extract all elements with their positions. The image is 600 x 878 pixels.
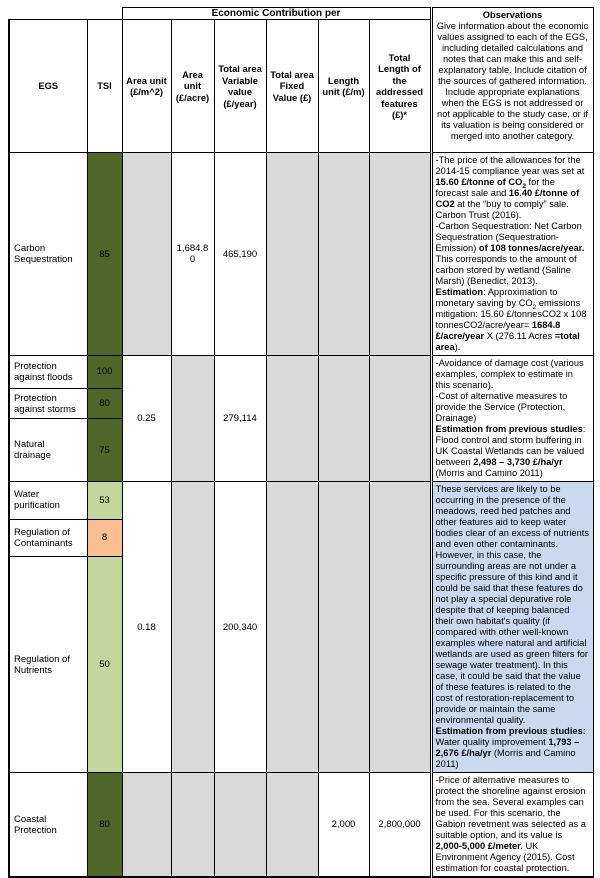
table-row (9, 356, 593, 389)
table-row (9, 153, 593, 356)
observations-title: Observations (482, 10, 543, 20)
cell-shaded (266, 153, 318, 356)
cell-total-variable-flood-group: 279,114 (214, 356, 266, 482)
cell-egs-protection-floods: Protection against floods (9, 356, 87, 389)
observations-flood-group: -Avoidance of damage cost (various examples, complex to estimate in this scenario). -Cost of alternative measures to provide the Service (Protection, Drainage) Estimation from previous studies: Flood control and storm buffering in UK Coastal Wetlands can be valued between 2,498 – 3,730 £/ha/yr (Morris and Camino 2011) (431, 356, 593, 482)
cell-shaded (369, 153, 431, 356)
cell-length-unit-coastal: 2,000 (318, 773, 369, 878)
cell-shaded (171, 482, 214, 773)
cell-egs-water-purification: Water purification (9, 482, 87, 520)
cell-egs-regulation-contaminants: Regulation of Contaminants (9, 519, 87, 557)
cell-shaded (318, 482, 369, 773)
observations-carbon: -The price of the allowances for the 2014-15 compliance year was set at 15.60 £/tonne of $CO_2$ for the forecast sale and 16.40 £/tonne of CO2 at the “buy to comply” sale. Carbon Trust (2016). -Carbon Sequestration: Net Carbon Sequestration (Sequestration-Emission) of 108 tonnes/acre/year. This corresponds to the amount of carbon stored by wetland (Saline Marsh) (Benedict, 2013). Estimation: Approximation to monetary saving by $CO_2$ emissions mitigation: 15.60 £/tonnesCO2 x 108 tonnesCO2/acre/year= 1684.8 £/acre/year X (276.11 Acres =total area). (431, 153, 593, 356)
cell-egs-coastal-protection: Coastal Protection (9, 773, 87, 878)
cell-total-variable-carbon: 465,190 (214, 153, 266, 356)
cell-tsi-protection-floods: 100 (87, 356, 122, 389)
cell-egs-carbon-sequestration: Carbon Sequestration (9, 153, 87, 356)
cell-total-variable-water-group: 200,340 (214, 482, 266, 773)
column-header-total-fixed: Total area Fixed Value (£) (266, 20, 318, 153)
column-header-total-variable: Total area Variable value (£/year) (214, 20, 266, 153)
cell-shaded (266, 773, 318, 878)
cell-area-m2-water-group: 0.18 (122, 482, 171, 773)
cell-tsi-regulation-contaminants: 8 (87, 519, 122, 557)
observations-water-group-highlighted: These services are likely to be occurring in the presence of the meadows, reed bed patches and other features aid to keep water bodies clear of an excess of nutrients and even other contaminants. However, in this case, the surrounding areas are not under a specific pressure of this kind and it could be said that these features do not play a special depurative role despite that of keeping balanced their own habitat's quality (if compared with other well-known examples where natural and artificial wetlands are used as green filters for sewage water treatment). In this case, it could be said that the value of these features is related to the cost of restoration-replacement to provide or maintain the same environmental quality. Estimation from previous studies: Water quality improvement 1,793 – 2,676 £/ha/yr (Morris and Camino 2011) (431, 482, 593, 773)
cell-shaded (318, 356, 369, 482)
observations-header-cell (431, 8, 593, 153)
cell-egs-protection-storms: Protection against storms (9, 388, 87, 419)
spacer-cell (9, 8, 87, 20)
egs-economic-contribution-table (8, 7, 594, 878)
cell-tsi-carbon-sequestration: 85 (87, 153, 122, 356)
cell-area-acre-carbon: 1,684.80 (171, 153, 214, 356)
table-row (9, 773, 593, 878)
cell-shaded (122, 153, 171, 356)
column-header-total-length: Total Length of the addressed features (£)* (369, 20, 431, 153)
cell-shaded (122, 773, 171, 878)
cell-egs-natural-drainage: Natural drainage (9, 419, 87, 482)
cell-shaded (171, 356, 214, 482)
observations-coastal: -Price of alternative measures to protect the shoreline against erosion from the sea. Several examples can be used. For this scenario, the Gabion revetment was selected as a suitable option, and its value is 2,000-5,000 £/meter. UK Environment Agency (2015). Cost estimation for coastal protection. (431, 773, 593, 878)
cell-shaded (214, 773, 266, 878)
cell-tsi-natural-drainage: 75 (87, 419, 122, 482)
economic-contribution-header: Economic Contribution per (122, 8, 431, 20)
cell-tsi-water-purification: 53 (87, 482, 122, 520)
column-header-length-unit: Length unit (£/m) (318, 20, 369, 153)
cell-shaded (266, 356, 318, 482)
cell-shaded (369, 482, 431, 773)
column-header-tsi: TSI (87, 20, 122, 153)
cell-shaded (318, 153, 369, 356)
cell-tsi-protection-storms: 80 (87, 388, 122, 419)
cell-tsi-regulation-nutrients: 50 (87, 557, 122, 773)
column-header-area-unit-acre: Area unit (£/acre) (171, 20, 214, 153)
observations-intro-text: Give information about the economic values assigned to each of the EGS, including detailed calculations and notes that can make this and self-explanatory table. Include citation of the sources of gathered information. Include appropriate explanations when the EGS is not addressed or not applicable to the study case, or if its valuation is being considered or merged into another category. (436, 21, 589, 141)
cell-tsi-coastal-protection: 80 (87, 773, 122, 878)
cell-shaded (369, 356, 431, 482)
table-header-bar-row (9, 8, 593, 20)
cell-shaded (266, 482, 318, 773)
cell-total-length-coastal: 2,800,000 (369, 773, 431, 878)
spacer-cell (87, 8, 122, 20)
cell-area-m2-flood-group: 0.25 (122, 356, 171, 482)
column-header-area-unit-m2: Area unit (£/m^2) (122, 20, 171, 153)
table-row (9, 482, 593, 520)
cell-egs-regulation-nutrients: Regulation of Nutrients (9, 557, 87, 773)
cell-shaded (171, 773, 214, 878)
column-header-egs: EGS (9, 20, 87, 153)
